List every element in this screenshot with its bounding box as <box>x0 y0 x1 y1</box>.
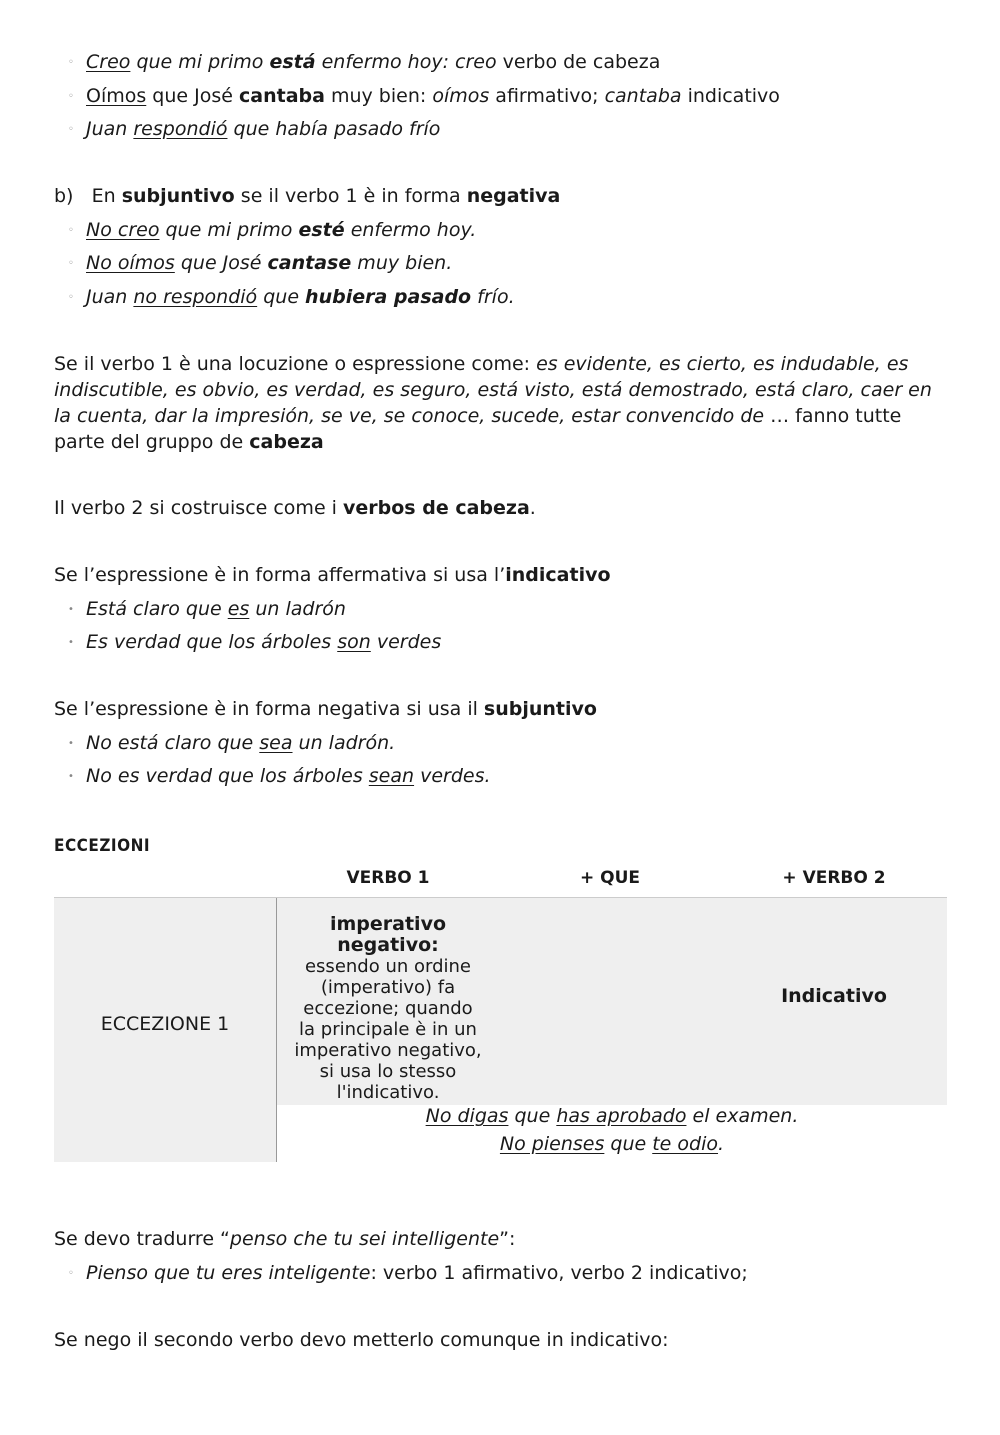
bullet-marker: ◦ <box>68 124 74 135</box>
paragraph-tradurre: Se devo tradurre “penso che tu sei intelligente”: <box>54 1228 516 1250</box>
bullet-no-creo: No creo que mi primo esté enfermo hoy. <box>86 219 477 241</box>
verbo1-line: l'indicativo. <box>336 1082 440 1103</box>
example-no-pienses: No pienses que te odio. <box>499 1133 725 1155</box>
bullet-no-esta-claro: No está claro que sea un ladrón. <box>86 732 396 754</box>
bullet-marker: • <box>68 771 74 782</box>
bullet-marker: ◦ <box>68 225 74 236</box>
verbo1-line: (imperativo) fa <box>320 977 456 998</box>
bullet-marker: • <box>68 738 74 749</box>
example-no-digas: No digas que has aprobado el examen. <box>425 1105 799 1127</box>
bullet-oimos: Oímos que José cantaba muy bien: oímos afirmativo; cantaba indicativo <box>86 85 780 107</box>
bullet-marker: • <box>68 637 74 648</box>
verbo2-cell: Indicativo <box>781 985 887 1007</box>
bullet-marker: ◦ <box>68 292 74 303</box>
table-header-que: + QUE <box>579 868 641 888</box>
bullet-pienso: Pienso que tu eres inteligente: verbo 1 afirmativo, verbo 2 indicativo; <box>86 1262 748 1284</box>
paragraph-locuzione-line3: la cuenta, dar la impresión, se ve, se conoce, sucede, estar convencido de … fanno tutte <box>54 405 902 427</box>
bullet-creo: Creo que mi primo está enfermo hoy: creo verbo de cabeza <box>86 51 661 73</box>
bullet-marker: • <box>68 604 74 615</box>
paragraph-locuzione-line4: parte del gruppo de cabeza <box>54 431 324 453</box>
bullet-marker: ◦ <box>68 91 74 102</box>
bullet-no-es-verdad: No es verdad que los árboles sean verdes. <box>86 765 491 787</box>
section-b-title: b) En subjuntivo se il verbo 1 è in forma negativa <box>54 185 561 207</box>
bullet-juan: Juan respondió que había pasado frío <box>86 118 441 140</box>
verbo1-line: imperativo negativo, <box>294 1040 482 1061</box>
eccezioni-heading: ECCEZIONI <box>54 836 151 856</box>
paragraph-verbo2: Il verbo 2 si costruisce come i verbos de cabeza. <box>54 497 536 519</box>
bullet-esta-claro: Está claro que es un ladrón <box>86 598 346 620</box>
verbo1-line: essendo un ordine <box>304 956 472 977</box>
verbo1-line: la principale è in un <box>299 1019 477 1040</box>
eccezione-1-label: ECCEZIONE 1 <box>100 1013 230 1035</box>
paragraph-affermativa: Se l’espressione è in forma affermativa si usa l’indicativo <box>54 564 611 586</box>
bullet-marker: ◦ <box>68 57 74 68</box>
table-header-verbo1: VERBO 1 <box>346 868 430 888</box>
bullet-no-respondio: Juan no respondió que hubiera pasado frío. <box>86 286 515 308</box>
paragraph-negativa: Se l’espressione è in forma negativa si usa il subjuntivo <box>54 698 597 720</box>
bullet-marker: ◦ <box>68 1268 74 1279</box>
table-header-verbo2: + VERBO 2 <box>782 868 886 888</box>
bullet-marker: ◦ <box>68 258 74 269</box>
paragraph-locuzione-line2: indiscutible, es obvio, es verdad, es seguro, está visto, está demostrado, está claro, caer en <box>54 379 932 401</box>
verbo1-line: si usa lo stesso <box>319 1061 457 1082</box>
paragraph-locuzione-line1: Se il verbo 1 è una locuzione o espressione come: es evidente, es cierto, es indudable, es <box>54 353 909 375</box>
bullet-es-verdad: Es verdad que los árboles son verdes <box>86 631 442 653</box>
verbo1-cell <box>277 914 499 1103</box>
bullet-no-oimos: No oímos que José cantase muy bien. <box>86 252 453 274</box>
verbo1-line: eccezione; quando <box>303 998 473 1019</box>
verbo1-title: imperativo negativo: <box>329 913 447 956</box>
paragraph-nego: Se nego il secondo verbo devo metterlo comunque in indicativo: <box>54 1329 669 1351</box>
